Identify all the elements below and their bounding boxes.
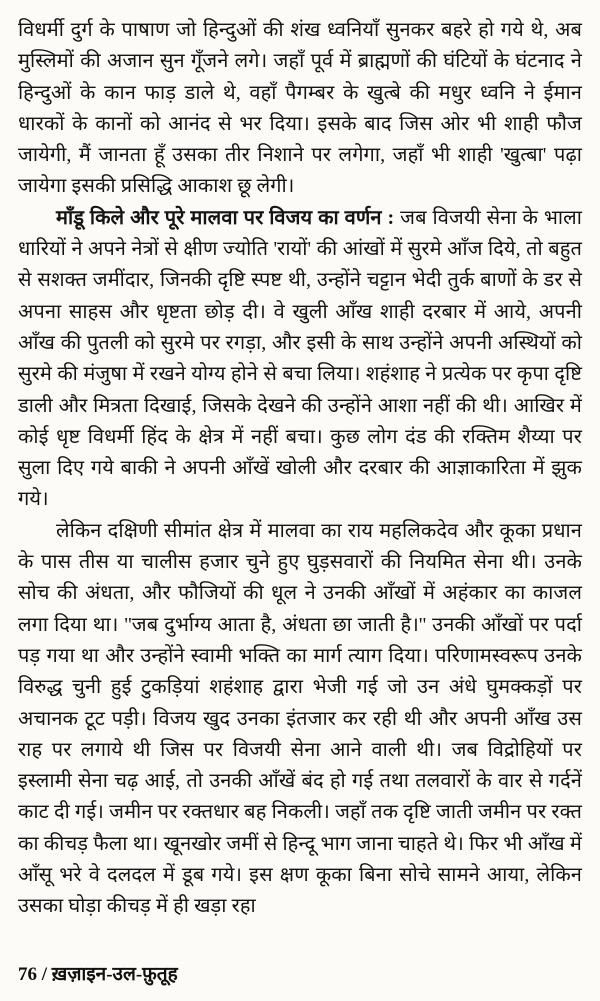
paragraph (18, 203, 582, 516)
paragraph-text: जब विजयी सेना के भाला धारियों ने अपने नेत्रों से क्षीण ज्योति 'रायों' की आंखों में सुरमे आँज दिये, तो बहुत से सशक्त जमींदार, जिनकी दृष्टि स्पष्ट थी, उन्होंने चट्टान भेदी तुर्क बाणों के डर से अपना साहस और धृष्टता छोड़ दी। वे खुली आँख शाही दरबार में आये, अपनी आँख की पुतली को सुरमे पर रगड़ा, और इसी के साथ उन्होंने अपनी अस्थियों को सुरमे की मंजुषा में रखने योग्य होने से बचा लिया। शहंशाह ने प्रत्येक पर कृपा दृष्टि डाली और मित्रता दिखाई, जिसके देखने की उन्होंने आशा नहीं की थी। आखिर में कोई धृष्ट विधर्मी हिंद के क्षेत्र में नहीं बचा। कुछ लोग दंड की रक्तिम शैय्या पर सुला दिए गये बाकी ने अपनी आँखें खोली और दरबार की आज्ञाकारिता में झुक गये। (18, 206, 582, 511)
page-number-and-book-title: 76 / ख़ज़ाइन-उल-फ़ुतूह (18, 964, 178, 985)
section-heading: माँडू किले और पूरे मालवा पर विजय का वर्णन : (56, 206, 395, 229)
paragraph (18, 516, 582, 923)
page-footer (18, 960, 178, 986)
paragraph-text: लेकिन दक्षिणी सीमांत क्षेत्र में मालवा का राय महलिकदेव और कूका प्रधान के पास तीस या चालीस हजार चुने हुए घुड़सवारों की नियमित सेना थी। उनके सोच की अंधता, और फौजियों की धूल ने उनकी आँखों में अहंकार का काजल लगा दिया था। ''जब दुर्भाग्य आता है, अंधता छा जाती है।'' उनकी आँखों पर पर्दा पड़ गया था और उन्होंने स्वामी भक्ति का मार्ग त्याग दिया। परिणामस्वरूप उनके विरुद्ध चुनी हुई टुकड़ियां शहंशाह द्वारा भेजी गई जो उन अंधे घुमक्कड़ों पर अचानक टूट पड़ी। विजय खुद उनका इंतजार कर रही थी और अपनी आँख उस राह पर लगाये थी जिस पर विजयी सेना आने वाली थी। जब विद्रोहियों पर इस्लामी सेना चढ़ आई, तो उनकी आँखें बंद हो गई तथा तलवारों के वार से गर्दनें काट दी गई। जमीन पर रक्तधार बह निकली। जहाँ तक दृष्टि जाती जमीन पर रक्त का कीचड़ फैला था। खूनखोर जमीं से हिन्दू भाग जाना चाहते थे। फिर भी आँख में आँसू भरे वे दलदल में डूब गये। इस क्षण कूका बिना सोचे सामने आया, लेकिन उसका घोड़ा कीचड़ में ही खड़ा रहा (18, 519, 582, 918)
paragraph (18, 15, 582, 203)
paragraph-text: विधर्मी दुर्ग के पाषाण जो हिन्दुओं की शंख ध्वनियाँ सुनकर बहरे हो गये थे, अब मुस्लिमों की अजान सुन गूँजने लगे। जहाँ पूर्व में ब्राह्मणों की घंटियों के घंटनाद ने हिन्दुओं के कान फाड़ डाले थे, वहाँ पैगम्बर के खुत्बे की मधुर ध्वनि ने ईमान धारकों के कानों को आनंद से भर दिया। इसके बाद जिस ओर भी शाही फौज जायेगी, मैं जानता हूँ उसका तीर निशाने पर लगेगा, जहाँ भी शाही 'खुत्बा' पढ़ा जायेगा इसकी प्रसिद्धि आकाश छू लेगी। (18, 19, 582, 198)
